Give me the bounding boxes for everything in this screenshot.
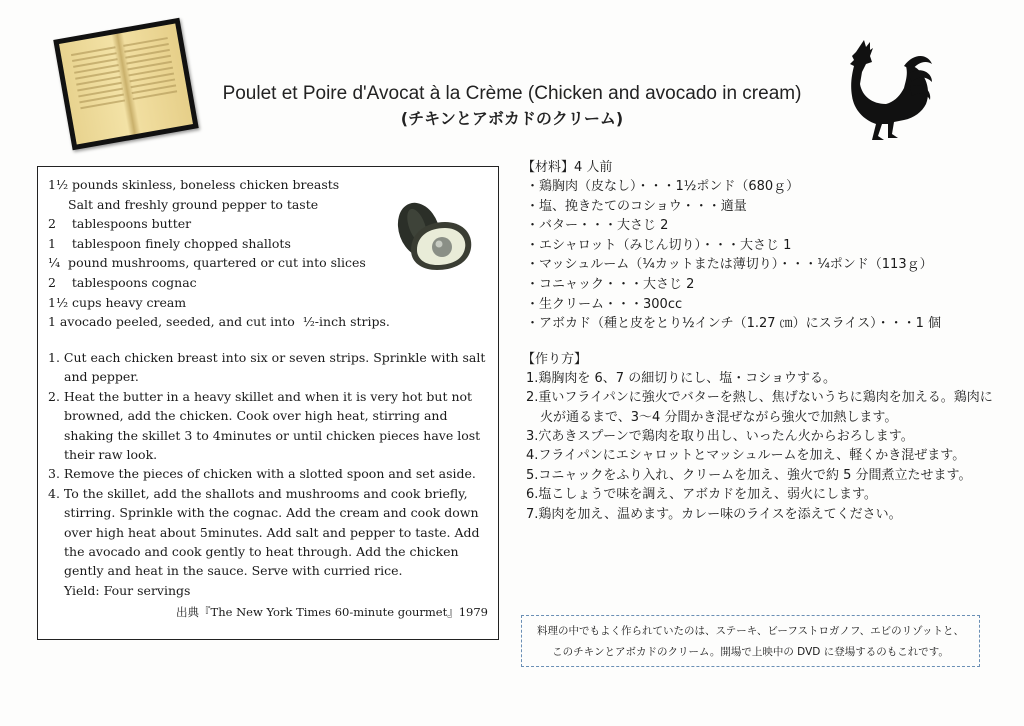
method-step-ja: 3.穴あきスプーンで鶏肉を取り出し、いったん火からおろします。 [526,428,914,444]
page-subtitle: (チキンとアボカドのクリーム) [400,109,624,128]
yield-text: Yield: Four servings [64,582,191,598]
step-item: 4. To the skillet, add the shallots and mushrooms and cook briefly, stirring. Sprinkle with the cognac. Add the cream and cook down over high heat about 5minutes. Add salt and pepper to taste. Add the avocado and cook gently to heat through. Add the chicken gently and heat in the sauce. Serve with curried rice. [48,485,480,579]
ingredient-item: ¼ pound mushrooms, quartered or cut into slices [48,255,366,271]
ingredient-item: Salt and freshly ground pepper to taste [68,196,319,212]
ingredient-item-ja: ・エシャロット（みじん切り）・・・大さじ 1 [526,237,792,253]
method-list-ja [522,369,1002,524]
method-step-ja: 7.鶏肉を加え、温めます。カレー味のライスを添えてください。 [526,506,902,522]
method-step-ja: 5.コニャックをふり入れ、クリームを加え、強火で約 5 分間煮立たせます。 [526,467,972,483]
ingredients-list-en [48,175,390,332]
method-heading-ja: 【作り方】 [522,351,588,367]
step-item: 3. Remove the pieces of chicken with a slotted spoon and set aside. [48,466,476,482]
ingredient-item-ja: ・バター・・・大さじ 2 [526,218,669,234]
ingredient-item: 1½ pounds skinless, boneless chicken breasts [48,177,340,192]
japanese-recipe-panel [522,158,1002,524]
ingredient-item: 1 tablespoon finely chopped shallots [48,235,291,251]
ingredient-item-ja: ・マッシュルーム（¼カットまたは薄切り）・・・¼ポンド（113ｇ） [526,257,933,273]
method-step-ja: 1.鶏胸肉を 6、7 の細切りにし、塩・コショウする。 [526,370,836,386]
method-step-ja: 2.重いフライパンに強火でバターを熱し、焦げないうちに鶏肉を加える。鶏肉に火が通るまで、3～4 分間かき混ぜながら強火で加熱します。 [526,390,993,425]
ingredient-item: 1½ cups heavy cream [48,294,187,310]
steps-list-en [48,348,488,600]
step-item: 2. Heat the butter in a heavy skillet and when it is very hot but not browned, add the chicken. Cook over high heat, stirring and shaking the skillet 3 to 4minutes or until chicken pieces have lost their raw look. [48,388,481,463]
source-citation: 出典『The New York Times 60-minute gourmet』1979 [176,605,488,619]
ingredient-item-ja: ・生クリーム・・・300cc [526,296,683,312]
step-item: 1. Cut each chicken breast into six or seven strips. Sprinkle with salt and pepper. [48,350,486,385]
method-step-ja: 4.フライパンにエシャロットとマッシュルームを加え、軽くかき混ぜます。 [526,448,966,464]
ingredient-item-ja: ・コニャック・・・大さじ 2 [526,276,695,292]
note-line: このチキンとアボカドのクリーム。開場で上映中の DVD に登場するのもこれです。 [552,646,949,658]
english-recipe-panel [37,166,499,640]
note-box [521,615,980,667]
note-line: 料理の中でもよく作られていたのは、ステーキ、ビーフストロガノフ、エビのリゾットと、 [536,625,965,637]
ingredient-item-ja: ・鶏胸肉（皮なし）・・・1½ポンド（680ｇ） [526,179,800,194]
ingredient-item: 2 tablespoons cognac [48,274,197,290]
method-step-ja: 6.塩こしょうで味を調え、アボカドを加え、弱火にします。 [526,487,877,503]
ingredient-item: 1 avocado peeled, seeded, and cut into ½-inch strips. [48,314,390,330]
avocado-icon [389,192,475,276]
ingredients-heading-ja: 【材料】4 人前 [522,160,613,175]
page-title: Poulet et Poire d'Avocat à la Crème (Chicken and avocado in cream) [222,83,802,104]
ingredient-item: 2 tablespoons butter [48,216,192,232]
ingredient-item-ja: ・アボカド（種と皮をとり½インチ（1.27 ㎝）にスライス）・・・1 個 [526,316,942,332]
ingredient-item-ja: ・塩、挽きたてのコショウ・・・適量 [526,198,747,214]
